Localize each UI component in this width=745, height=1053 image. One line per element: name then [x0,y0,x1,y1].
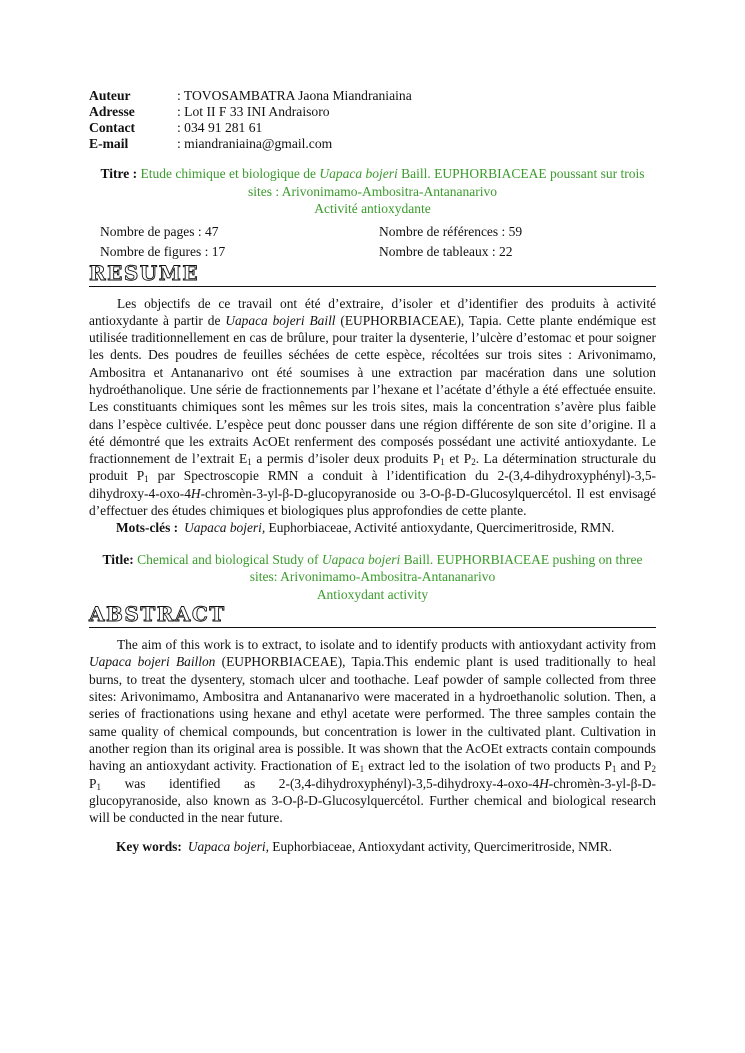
resume-text-6: par Spectroscopie RMN a conduit à l’identification du 2-(3,4-dihydroxyphényl)-3,5-dihydroxy-4-oxo-4 [89,468,656,501]
mots-cles-rest: Euphorbiaceae, Activité antioxydante, Quercimeritroside, RMN. [265,520,615,536]
resume-species: Uapaca bojeri Baill [225,312,336,328]
resume-keywords [89,519,656,536]
abstract-keywords [89,838,656,855]
abstract-text-7: -chromèn-3-yl-β-D-glucopyranoside, also known as 3-O-β-D-Glucosylquercétol. Further chemical and biological research will be conducted in the near future. [89,775,656,826]
info-contact [89,120,656,136]
resume-paragraph [89,295,656,520]
email-label: E-mail [89,136,129,151]
info-auteur [89,88,656,104]
author-info [89,88,656,152]
auteur-label: Auteur [89,88,131,103]
mots-cles-species: Uapaca bojeri, [184,520,266,536]
abstract-species: Uapaca bojeri Baillon [89,654,216,670]
auteur-value: : TOVOSAMBATRA Jaona Miandraniaina [177,88,412,103]
title-en-part1: Chemical and biological Study of [137,551,322,567]
abstract-text-1: The aim of this work is to extract, to isolate and to identify products with antioxydant activity from [117,637,656,653]
count-figures: Nombre de figures : 17 [100,243,226,259]
abstract-text-4: and P [616,758,652,774]
abstract-sub-p2: 2 [651,764,656,775]
abstract-h-italic: H [539,775,549,791]
resume-sub-e1: 1 [247,457,252,468]
resume-text-5: . La détermination structurale du produit P [89,451,657,484]
document-counts [89,222,656,262]
abstract-sub-e1: 1 [359,764,365,775]
abstract-sub-p1b: 1 [96,781,101,792]
key-words-label: Key words: [116,839,182,855]
title-en [89,551,656,604]
titre-fr-part2: Baill. EUPHORBIACEAE poussant sur trois sites : Arivonimamo-Ambositra-Antananarivo [248,166,645,199]
contact-value: : 034 91 281 61 [177,120,263,135]
titre-fr [89,165,656,218]
email-value: : miandraniaina@gmail.com [177,136,333,151]
titre-fr-label: Titre : [100,166,138,181]
resume-text-1: Les objectifs de ce travail ont été d’extraire, d’isoler et d’identifier des produits à activité antioxydante à partir de [89,295,656,328]
mots-cles-label: Mots-clés : [116,520,179,536]
resume-heading: RESUME [89,262,656,287]
key-words-rest: Euphorbiaceae, Antioxydant activity, Quercimeritroside, NMR. [268,839,613,855]
resume-text-4: et P [444,451,472,467]
document-page [89,88,656,856]
count-tableaux: Nombre de tableaux : 22 [379,243,513,259]
title-en-part2: Baill. EUPHORBIACEAE pushing on three sites: Arivonimamo-Ambositra-Antananarivo [249,551,643,585]
resume-text-7: -chromèn-3-yl-β-D-glucopyranoside ou 3-O-β-D-Glucosylquercétol. Il est envisagé d’effectuer des études chimiques et biologiques plus approfondies de cette plante. [89,485,656,519]
count-references: Nombre de références : 59 [379,223,523,239]
title-en-line3: Antioxydant activity [316,586,429,602]
abstract-sub-p1: 1 [611,764,617,775]
resume-text-2: (EUPHORBIACEAE), Tapia. Cette plante endémique est utilisée traditionnellement en cas de brûlure, pour traiter la dysenterie, l’ulcère d’estomac et pour soigner les dents. Des poudres de feuilles séchées de cette espèce, récoltées sur trois sites : Arivonimamo, Ambositra et Antananarivo ont été soumises à une extraction par macération dans une solution hydroéthanolique. Une série de fractionnements par l’hexane et l’acétate d’éthyle a été effectuée ensuite. Les constituants chimiques sont les mêmes sur les trois sites, mais la concentration s’avère plus faible dans l’espèce cultivée. L’espèce peut donc pousser dans une région différente de son site d’origine. Il a été démontré que les extraits AcOEt renferment des composés possédant une activité antioxydante. Le fractionnement de l’extrait E [89,312,656,467]
contact-label: Contact [89,120,136,135]
abstract-text-3: extract led to the isolation of two products P [364,758,612,774]
abstract-heading: ABSTRACT [89,603,656,628]
resume-sub-p1: 1 [440,457,445,468]
abstract-text-6: was identified as 2-(3,4-dihydroxyphényl)-3,5-dihydroxy-4-oxo-4 [100,775,540,791]
title-en-label: Title: [102,551,134,567]
titre-fr-species: Uapaca bojeri [319,166,398,181]
titre-fr-part1: Etude chimique et biologique de [140,166,320,181]
adresse-value: : Lot II F 33 INI Andraisoro [177,104,330,119]
resume-sub-p2: 2 [471,457,476,468]
count-pages: Nombre de pages : 47 [100,223,219,239]
abstract-text-5: P [89,775,97,791]
resume-text-3: a permis d’isoler deux produits P [251,451,441,467]
resume-sub-p1b: 1 [144,474,149,485]
title-en-species: Uapaca bojeri [321,551,401,567]
abstract-paragraph [89,636,656,826]
info-email [89,136,656,152]
resume-h-italic: H [190,485,201,501]
adresse-label: Adresse [89,104,135,119]
info-adresse [89,104,656,120]
titre-fr-line3: Activité antioxydante [314,201,431,216]
abstract-text-2: (EUPHORBIACEAE), Tapia.This endemic plant is used traditionally to heal burns, to treat the dysentery, stomach ulcer and toothache. Leaf powder of sample collected from three sites: Arivonimamo, Ambositra and Antananarivo were macerated in a hydroethanolic solution. Then, a series of fractionations using hexane and ethyl acetate were performed. The three samples contain the same quality of chemical compounds, but concentration is lower in the cultivated plant. Cultivation in another region than its original area is possible. It was shown that the AcOEt extracts contain compounds having an antioxydant activity. Fractionation of E [89,654,656,774]
key-words-species: Uapaca bojeri, [187,839,269,855]
